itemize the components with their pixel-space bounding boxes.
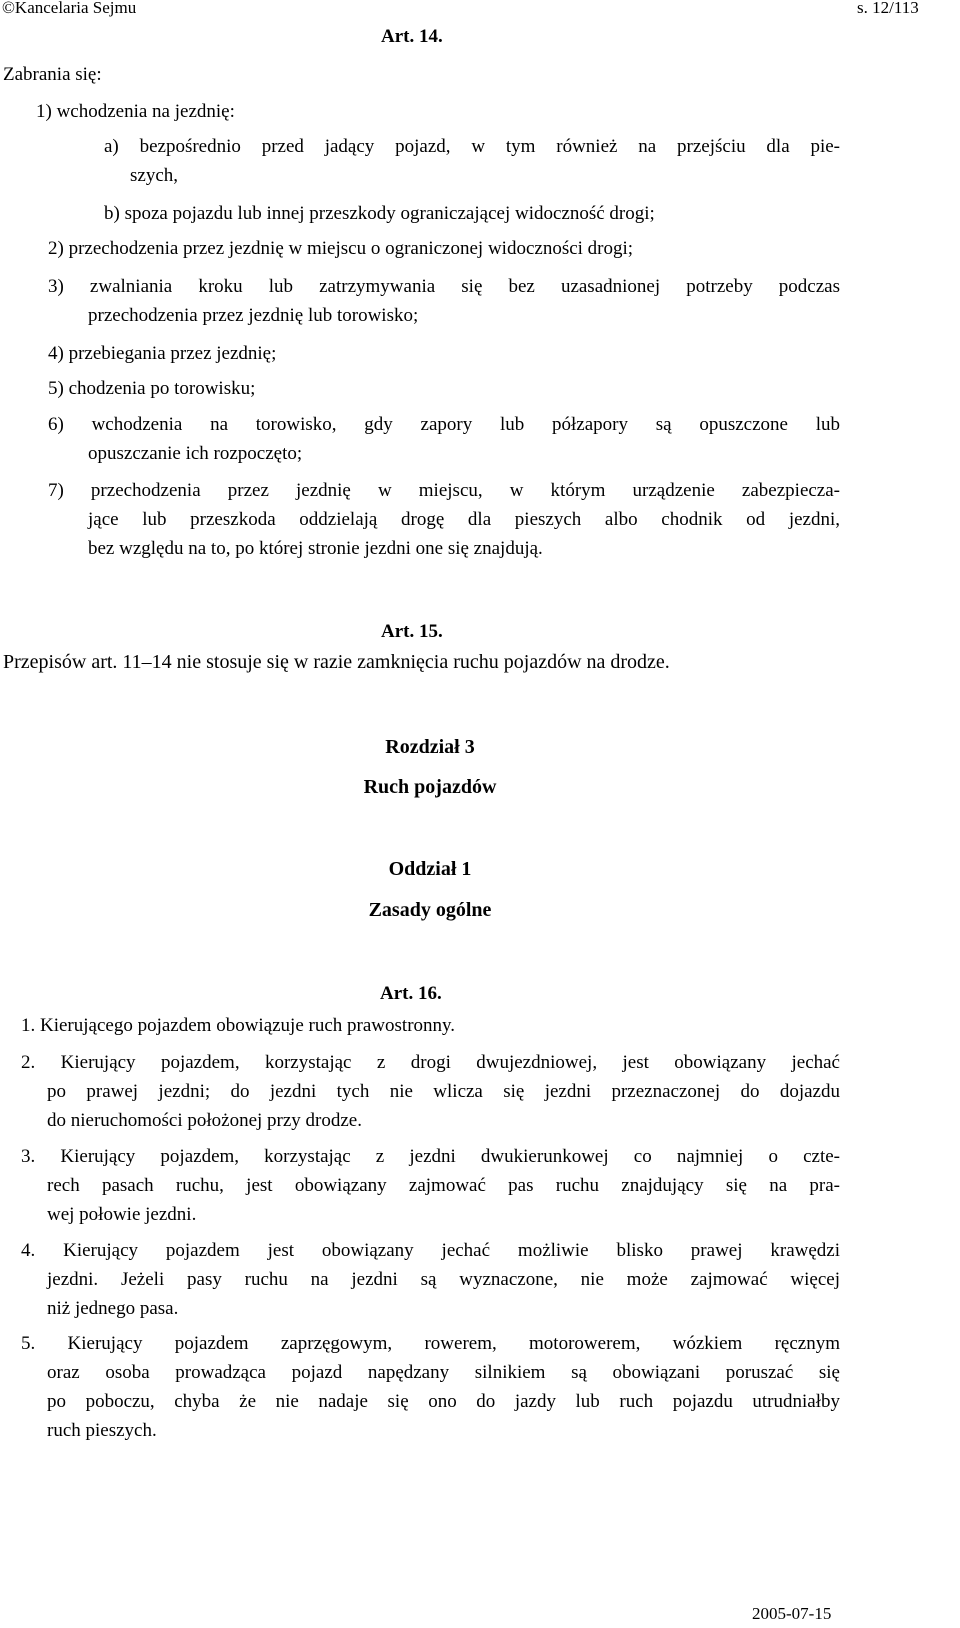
- point-3-line-1: 3) zwalniania kroku lub zatrzymywania się bez uzasadnionej potrzeby podczas: [48, 276, 840, 297]
- par-2-line-2: po prawej jezdni; do jezdni tych nie wlicza się jezdni przeznaczonej do dojazdu: [47, 1081, 840, 1102]
- header-source: ©Kancelaria Sejmu: [2, 0, 137, 17]
- par-5-line-4: ruch pieszych.: [47, 1420, 157, 1441]
- page-number: s. 12/113: [857, 0, 919, 17]
- point-6-line-2: opuszczanie ich rozpoczęto;: [88, 443, 303, 464]
- par-4-line-2: jezdni. Jeżeli pasy ruchu na jezdni są wyznaczone, nie może zajmować więcej: [47, 1269, 840, 1290]
- chapter-name: Ruch pojazdów: [363, 776, 497, 798]
- article-16-par-4: [21, 1236, 840, 1265]
- par-4-line-1: 4. Kierujący pojazdem jest obowiązany jechać możliwie blisko prawej krawędzi: [21, 1240, 840, 1261]
- article-14-point-1b: b) spoza pojazdu lub innej przeszkody ograniczającej widoczność drogi;: [104, 203, 655, 224]
- article-14-point-2: 2) przechodzenia przez jezdnię w miejscu o ograniczonej widoczności drogi;: [48, 238, 634, 259]
- article-16-par-3: [21, 1142, 840, 1171]
- article-16-title: Art. 16.: [380, 983, 442, 1004]
- article-16-par-5: [21, 1329, 840, 1358]
- article-14-point-5: 5) chodzenia po torowisku;: [48, 378, 256, 399]
- chapter-number: Rozdział 3: [385, 736, 475, 758]
- article-16-par-5-cont: [47, 1358, 840, 1416]
- point-3-line-2: przechodzenia przez jezdnię lub torowisko;: [88, 305, 419, 326]
- par-3-line-3: wej połowie jezdni.: [47, 1204, 197, 1225]
- article-14-point-3: [48, 272, 840, 301]
- article-14-intro: Zabrania się:: [3, 64, 102, 85]
- par-3-line-2: rech pasach ruchu, jest obowiązany zajmować pas ruchu znajdujący się na pra-: [47, 1175, 840, 1196]
- par-2-line-1: 2. Kierujący pojazdem, korzystając z drogi dwujezdniowej, jest obowiązany jechać: [21, 1052, 840, 1073]
- par-5-line-3: po poboczu, chyba że nie nadaje się ono do jazdy lub ruch pojazdu utrudniałby: [47, 1391, 840, 1412]
- point-6-line-1: 6) wchodzenia na torowisko, gdy zapory lub półzapory są opuszczone lub: [48, 414, 840, 435]
- point-7-line-2: jące lub przeszkoda oddzielają drogę dla pieszych albo chodnik od jezdni,: [88, 509, 840, 530]
- point-7-line-3: bez względu na to, po której stronie jezdni one się znajdują.: [88, 538, 543, 559]
- par-5-line-1: 5. Kierujący pojazdem zaprzęgowym, rowerem, motorowerem, wózkiem ręcznym: [21, 1333, 840, 1354]
- par-5-line-2: oraz osoba prowadząca pojazd napędzany silnikiem są obowiązani poruszać się: [47, 1362, 840, 1383]
- article-14-point-6: [48, 410, 840, 439]
- footer-date: 2005-07-15: [752, 1604, 832, 1623]
- par-4-line-3: niż jednego pasa.: [47, 1298, 179, 1319]
- par-3-line-1: 3. Kierujący pojazdem, korzystając z jezdni dwukierunkowej co najmniej o czte-: [21, 1146, 840, 1167]
- section-number: Oddział 1: [388, 858, 472, 880]
- article-16-par-2-cont: [47, 1077, 840, 1106]
- par-2-line-3: do nieruchomości położonej przy drodze.: [47, 1110, 362, 1131]
- article-16-par-1: 1. Kierującego pojazdem obowiązuje ruch prawostronny.: [21, 1015, 456, 1036]
- article-14-point-1a: [104, 132, 840, 161]
- article-15-text: Przepisów art. 11–14 nie stosuje się w razie zamknięcia ruchu pojazdów na drodze.: [3, 651, 670, 673]
- point-7-line-1: 7) przechodzenia przez jezdnię w miejscu, w którym urządzenie zabezpiecza-: [48, 480, 840, 501]
- article-14-point-7: [48, 476, 840, 505]
- point-1a-line-2: szych,: [130, 165, 179, 186]
- section-name: Zasady ogólne: [368, 899, 492, 921]
- article-15-title: Art. 15.: [381, 621, 443, 642]
- article-16-par-2: [21, 1048, 840, 1077]
- article-16-par-3-cont: [47, 1171, 840, 1200]
- article-14-point-7-cont: [88, 505, 840, 534]
- article-14-point-4: 4) przebiegania przez jezdnię;: [48, 343, 277, 364]
- point-1a-line-1: a) bezpośrednio przed jadący pojazd, w tym również na przejściu dla pie-: [104, 136, 840, 157]
- article-16-par-4-cont: [47, 1265, 840, 1294]
- article-14-point-1: 1) wchodzenia na jezdnię:: [36, 101, 235, 122]
- article-14-title: Art. 14.: [381, 26, 443, 47]
